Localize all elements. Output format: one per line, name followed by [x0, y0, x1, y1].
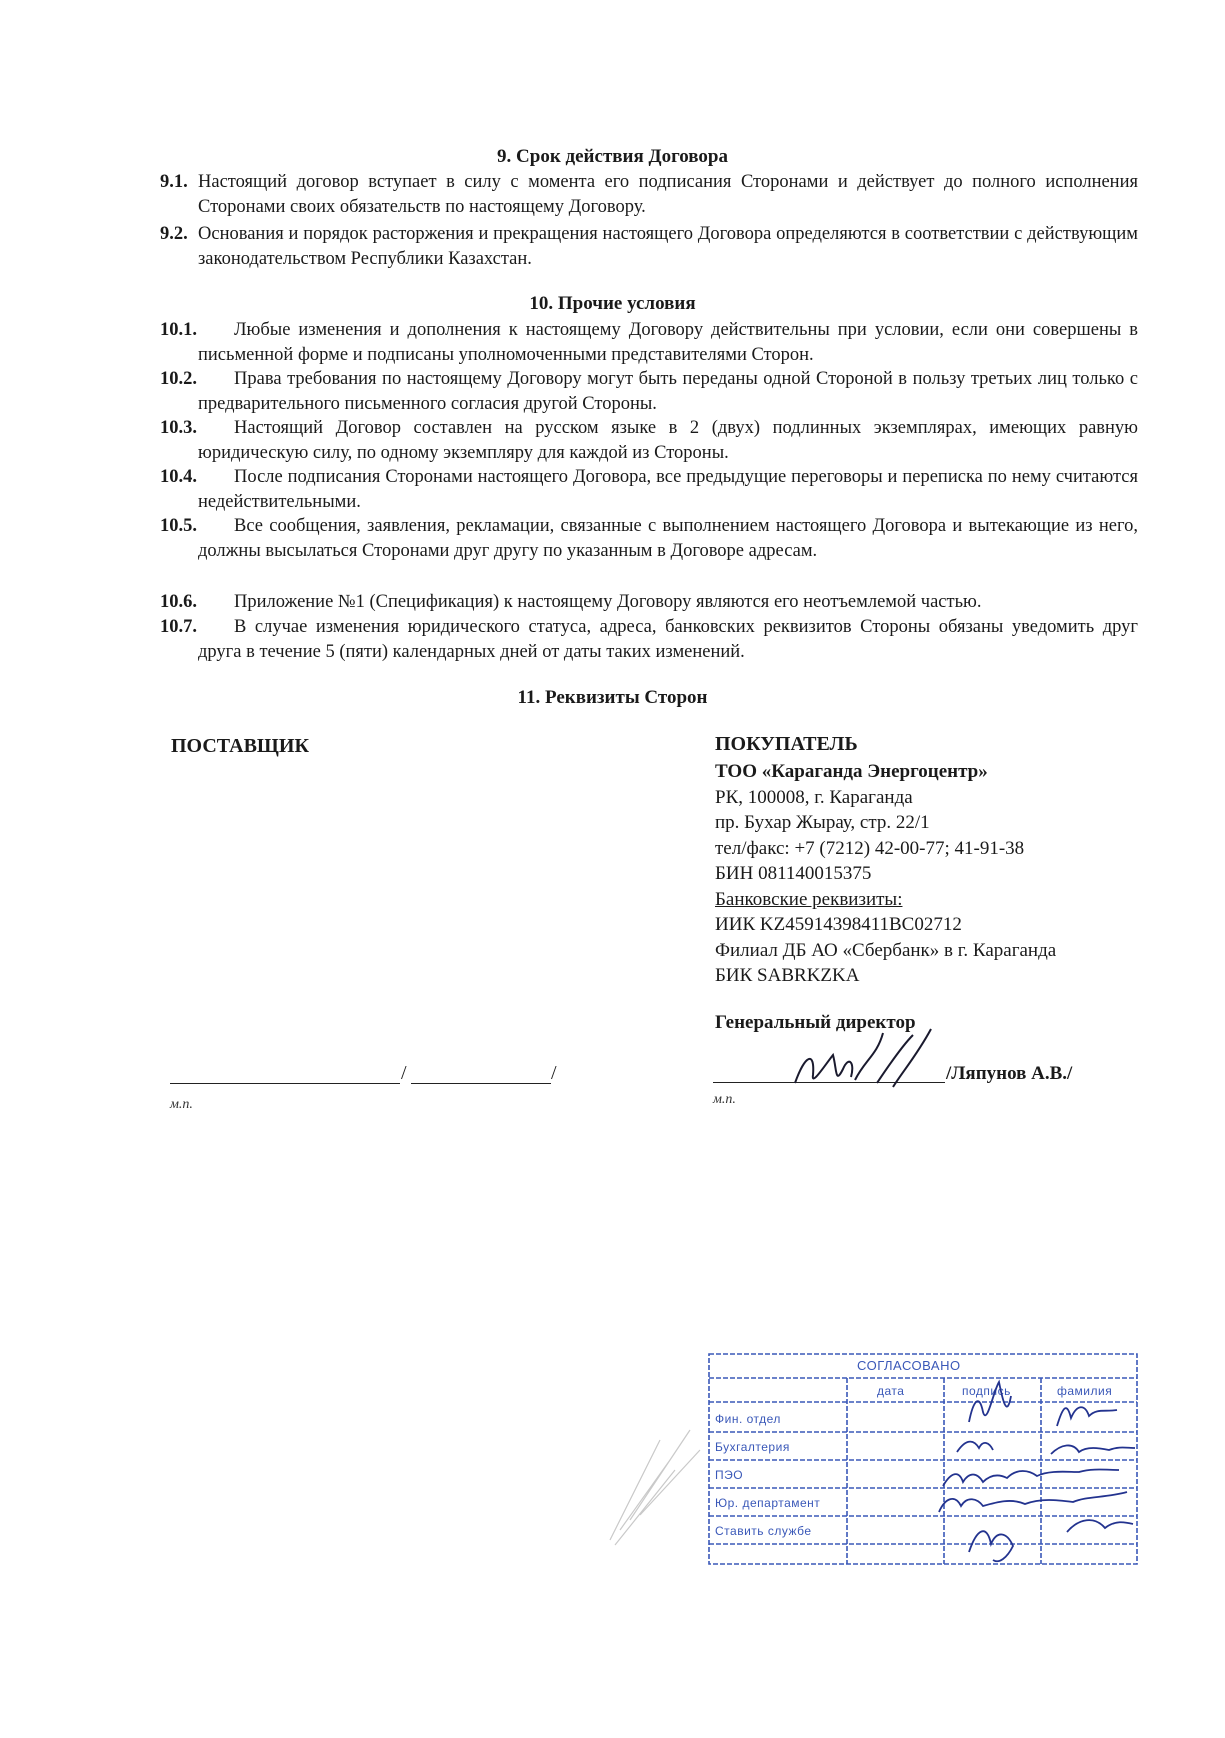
stamp-col-signature: подпись	[962, 1384, 1011, 1398]
buyer-bank-heading: Банковские реквизиты:	[715, 888, 903, 910]
clause-number: 10.6.	[160, 592, 197, 612]
buyer-bank-name: Филиал ДБ АО «Сбербанк» в г. Караганда	[715, 939, 1057, 961]
clause-10-6	[160, 590, 1138, 615]
section-11-heading: 11. Реквизиты Сторон	[517, 687, 708, 708]
stamp-col-date: дата	[877, 1384, 905, 1398]
buyer-phone: тел/факс: +7 (7212) 42-00-77; 41-91-38	[715, 837, 1025, 859]
buyer-bin: БИН 081140015375	[715, 863, 872, 884]
supplier-slash-end: /	[551, 1062, 557, 1084]
clause-9-1	[160, 170, 1138, 220]
supplier-stamp-place: м.п.	[170, 1097, 193, 1112]
supplier-signature-line	[170, 1083, 400, 1084]
clause-number: 10.2.	[160, 369, 197, 389]
clause-text: Настоящий договор вступает в силу с момента его подписания Сторонами и действует до полного исполнения Сторонами своих обязательств по настоящему Договору.	[198, 172, 1138, 217]
supplier-slash: /	[401, 1062, 407, 1084]
section-9-heading: 9. Срок действия Договора	[497, 146, 728, 167]
pencil-mark	[600, 1420, 710, 1550]
buyer-address-city: РК, 100008, г. Караганда	[715, 786, 913, 808]
director-signature	[785, 1025, 945, 1095]
clause-text: В случае изменения юридического статуса, адреса, банковских реквизитов Стороны обязаны уведомить друг друга в течение 5 (пяти) календарных дней от даты таких изменений.	[198, 617, 1138, 662]
approval-stamp	[707, 1352, 1140, 1570]
clause-10-2	[160, 367, 1138, 417]
buyer-bik: БИК SABRKZKA	[715, 965, 860, 986]
stamp-title: СОГЛАСОВАНО	[857, 1358, 961, 1373]
buyer-position: Генеральный директор	[715, 1012, 916, 1033]
clause-number: 10.3.	[160, 418, 197, 438]
buyer-company: ТОО «Караганда Энергоцентр»	[715, 761, 988, 782]
clause-10-3	[160, 416, 1138, 466]
buyer-iik: ИИК KZ45914398411BC02712	[715, 914, 962, 935]
stamp-col-surname: фамилия	[1057, 1384, 1113, 1398]
clause-number: 9.2.	[160, 224, 188, 244]
stamp-row-finance: Фин. отдел	[715, 1412, 781, 1426]
supplier-name-line	[411, 1083, 551, 1084]
buyer-requisites	[715, 759, 1056, 989]
buyer-address-street: пр. Бухар Жырау, стр. 22/1	[715, 812, 930, 833]
clause-10-4	[160, 465, 1138, 515]
clause-10-5	[160, 514, 1138, 564]
clause-text: Права требования по настоящему Договору могут быть переданы одной Стороной в пользу третьих лиц только с предварительного письменного согласия другой Стороны.	[198, 369, 1138, 414]
buyer-stamp-place: м.п.	[713, 1092, 736, 1107]
section-10-heading: 10. Прочие условия	[529, 293, 696, 314]
stamp-row-peo: ПЭО	[715, 1468, 744, 1482]
clause-text: Все сообщения, заявления, рекламации, связанные с выполнением настоящего Договора и вытекающие из него, должны высылаться Сторонами друг другу по указанным в Договоре адресам.	[198, 516, 1138, 561]
stamp-row-accounting: Бухгалтерия	[715, 1440, 790, 1454]
clause-text: После подписания Сторонами настоящего Договора, все предыдущие переговоры и переписка по нему считаются недействительными.	[198, 467, 1138, 512]
clause-number: 10.1.	[160, 320, 197, 340]
clause-number: 9.1.	[160, 172, 188, 192]
clause-text: Настоящий Договор составлен на русском языке в 2 (двух) подлинных экземплярах, имеющих равную юридическую силу, по одному экземпляру для каждой из Стороны.	[198, 418, 1138, 463]
clause-10-7	[160, 615, 1138, 665]
clause-text: Основания и порядок расторжения и прекращения настоящего Договора определяются в соответствии с действующим законодательством Республики Казахстан.	[198, 224, 1138, 269]
buyer-title: ПОКУПАТЕЛЬ	[715, 733, 858, 755]
clause-number: 10.7.	[160, 617, 197, 637]
stamp-handwriting	[707, 1352, 1140, 1570]
clause-number: 10.4.	[160, 467, 197, 487]
clause-10-1	[160, 318, 1138, 368]
clause-text: Приложение №1 (Спецификация) к настоящему Договору являются его неотъемлемой частью.	[234, 592, 982, 612]
clause-number: 10.5.	[160, 516, 197, 536]
clause-9-2	[160, 222, 1138, 272]
supplier-title: ПОСТАВЩИК	[171, 735, 309, 757]
stamp-row-service: Ставить службе	[715, 1524, 812, 1538]
clause-text: Любые изменения и дополнения к настоящему Договору действительны при условии, если они совершены в письменной форме и подписаны уполномоченными представителями Сторон.	[198, 320, 1138, 365]
stamp-row-legal: Юр. департамент	[715, 1496, 821, 1510]
buyer-signer-name: /Ляпунов А.В./	[946, 1063, 1073, 1084]
